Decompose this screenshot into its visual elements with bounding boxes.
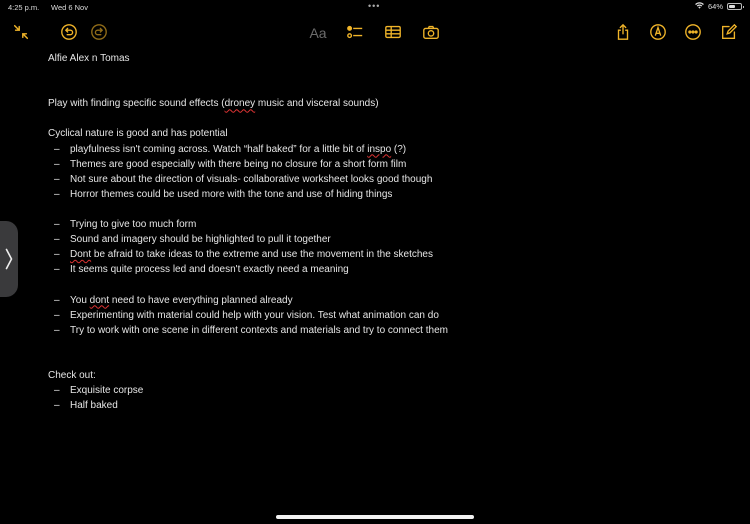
list-item: – Exquisite corpse [54, 385, 144, 397]
list-item: – Half baked [54, 400, 118, 412]
list-item: – Trying to give too much form [54, 219, 197, 231]
format-text-button[interactable]: Aa [309, 25, 327, 41]
list-item: – Try to work with one scene in different contexts and materials and try to connect them [54, 324, 448, 336]
list-item: – Horror themes could be used more with the tone and use of hiding things [54, 188, 393, 200]
toolbar [0, 20, 750, 44]
checkout-heading: Check out: [48, 369, 96, 381]
chevron-right-icon [5, 248, 13, 270]
note-body[interactable] [48, 51, 708, 413]
home-indicator[interactable] [276, 515, 474, 519]
camera-icon[interactable] [420, 22, 442, 42]
multitask-dots[interactable]: ••• [368, 1, 381, 11]
redo-icon[interactable] [88, 22, 110, 42]
share-icon[interactable] [612, 22, 634, 42]
list-item: – playfulness isn't coming across. Watch “half baked” for a little bit of inspo (?) [54, 143, 407, 155]
table-icon[interactable] [382, 22, 404, 42]
list-item: – Experimenting with material could help with your vision. Test what animation can do [54, 309, 439, 321]
status-date: Wed 6 Nov [51, 3, 88, 12]
sidebar-toggle[interactable] [0, 221, 18, 297]
list-item: – Themes are good especially with there being no closure for a short form film [54, 158, 407, 170]
list-item: – Not sure about the direction of visuals- collaborative worksheet looks good though [54, 173, 433, 185]
note-intro: Play with finding specific sound effects (droney music and visceral sounds) [48, 98, 379, 110]
compose-icon[interactable] [718, 22, 740, 42]
markup-icon[interactable] [647, 22, 669, 42]
collapse-icon[interactable] [10, 22, 32, 42]
battery-icon [727, 3, 742, 10]
status-bar [0, 0, 750, 14]
more-icon[interactable] [682, 22, 704, 42]
list-item: – Sound and imagery should be highlighted to pull it together [54, 234, 331, 246]
checklist-icon[interactable] [344, 22, 366, 42]
battery-percent: 64% [707, 2, 723, 11]
wifi-icon [695, 2, 704, 11]
section-heading: Cyclical nature is good and has potential [48, 128, 228, 140]
undo-icon[interactable] [58, 22, 80, 42]
list-item: – It seems quite process led and doesn't exactly need a meaning [54, 264, 349, 276]
list-item: – You dont need to have everything planned already [54, 294, 293, 306]
list-item: – Dont be afraid to take ideas to the extreme and use the movement in the sketches [54, 249, 433, 261]
status-time: 4:25 p.m. [8, 3, 40, 12]
note-title: Alfie Alex n Tomas [48, 53, 130, 64]
